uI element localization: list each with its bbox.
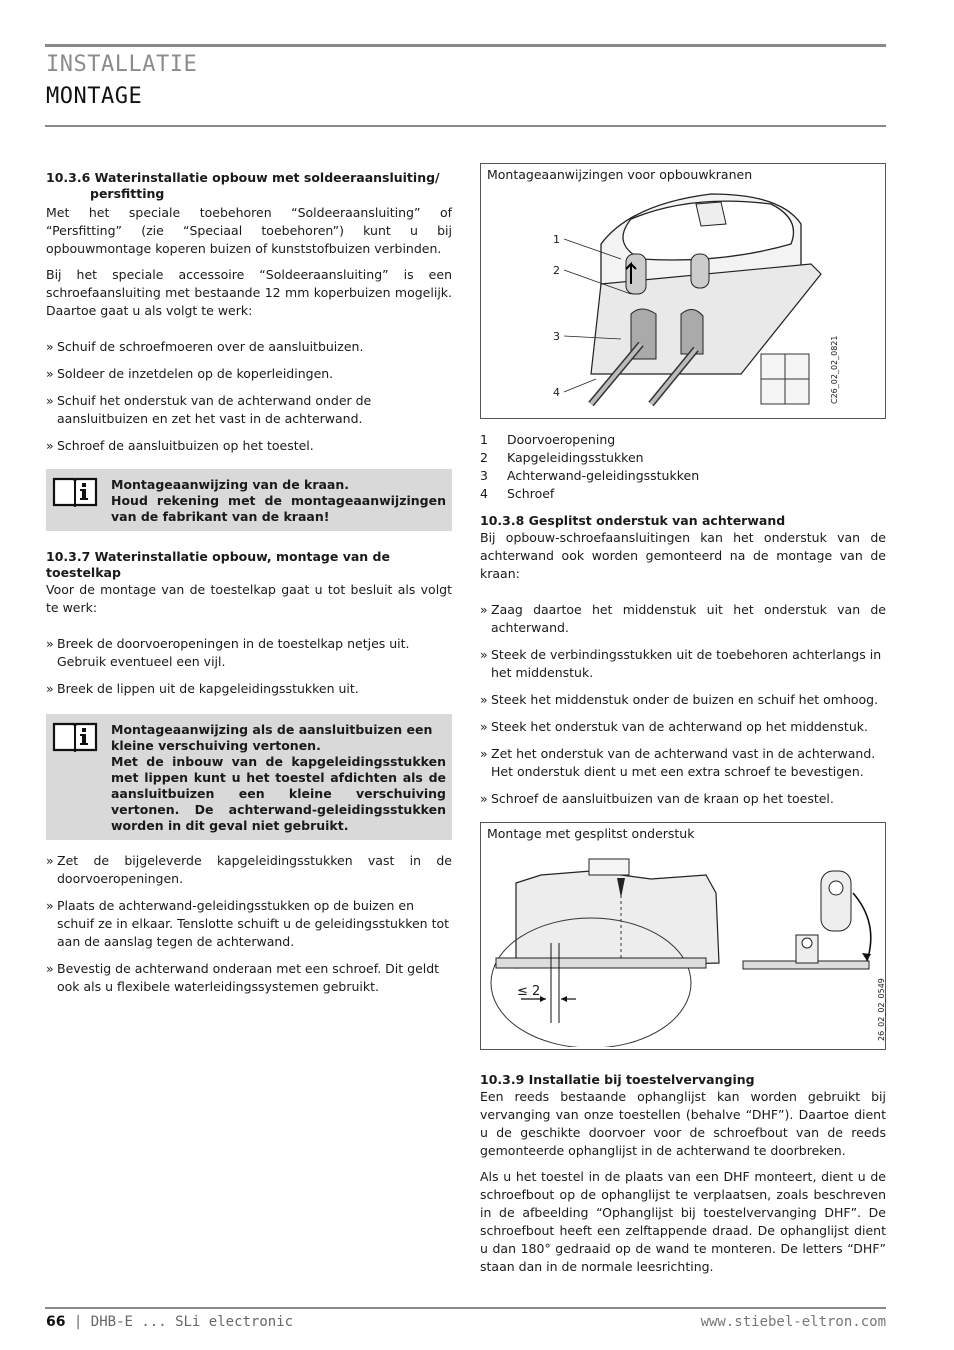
legend-label: Achterwand-geleidingsstukken: [507, 468, 700, 483]
legend-item: [480, 467, 886, 485]
heading-text: Gesplitst onderstuk van achterwand: [528, 513, 786, 528]
note-title: Montageaanwijzing van de kraan.: [111, 477, 350, 492]
heading-10-3-6: [46, 170, 452, 202]
list-item: » Breek de lippen uit de kapgeleidingsstukken uit.: [46, 680, 452, 698]
callout-1: 1: [553, 233, 560, 246]
left-column: [46, 170, 452, 996]
callout-3: 3: [553, 330, 560, 343]
chapter-title: INSTALLATIE: [46, 52, 198, 77]
figure-title: Montageaanwijzingen voor opbouwkranen: [487, 167, 753, 182]
heading-text-cont: persfitting: [90, 186, 165, 201]
manual-info-icon: [52, 720, 98, 752]
paragraph: Voor de montage van de toestelkap gaat u tot besluit als volgt te werk:: [46, 582, 452, 615]
heading-number: 10.3.9: [480, 1072, 525, 1087]
note-text: Met de inbouw van de kapgeleidingsstukken met lippen kunt u het toestel afdichten als de aansluitbuizen een kleine verschuiving vertonen. De achterwand-geleidingsstukken worden in dit geval niet gebruikt.: [111, 754, 446, 833]
header-rule: [45, 125, 886, 127]
legend-number: 2: [480, 450, 488, 465]
paragraph: Bij het speciale accessoire “Soldeeraansluiting” is een schroefaansluiting met bestaande 12 mm koperbuizen mogelijk. Daartoe gaat u als volgt te werk:: [46, 267, 452, 318]
split-base-illustration: [481, 823, 885, 1047]
figure-mounting-taps: [480, 163, 886, 419]
section-title: MONTAGE: [46, 84, 143, 109]
list-item: » Schuif de schroefmoeren over de aansluitbuizen.: [46, 338, 452, 356]
list-item: » Schroef de aansluitbuizen van de kraan op het toestel.: [480, 790, 886, 808]
list-item: » Soldeer de inzetdelen op de koperleidingen.: [46, 365, 452, 383]
legend: [480, 431, 886, 503]
footer-rule: [45, 1307, 886, 1309]
list-item: » Zet het onderstuk van de achterwand vast in de achterwand. Het onderstuk dient u met een extra schroef te bevestigen.: [480, 745, 886, 781]
heading-10-3-7: [46, 549, 452, 581]
paragraph: Bij opbouw-schroefaansluitingen kan het onderstuk van de achterwand ook worden gemonteerd na de montage van de kraan:: [480, 530, 886, 581]
heading-number: 10.3.7: [46, 549, 91, 564]
legend-number: 1: [480, 432, 488, 447]
legend-number: 4: [480, 486, 488, 501]
heading-number: 10.3.8: [480, 513, 525, 528]
list-item: » Schuif het onderstuk van de achterwand onder de aansluitbuizen en zet het vast in de achterwand.: [46, 392, 452, 428]
list-item: » Steek het middenstuk onder de buizen en schuif het omhoog.: [480, 691, 886, 709]
top-rule: [45, 44, 886, 47]
footer-url: www.stiebel-eltron.com: [700, 1314, 886, 1330]
figure-code: C26_02_02_0821: [830, 335, 839, 404]
product-name: DHB-E ... SLi electronic: [90, 1314, 294, 1330]
legend-item: [480, 449, 886, 467]
figure-split-base: [480, 822, 886, 1050]
info-note: [46, 714, 452, 840]
paragraph: Een reeds bestaande ophanglijst kan worden gebruikt bij vervanging van onze toestellen (behalve “DHF”). Daartoe dient u de geschikte doorvoer voor de schroefbout van de reeds gemonteerde ophanglijst in de achterwand te doorbreken.: [480, 1089, 886, 1158]
legend-item: [480, 485, 886, 503]
list-item: » Steek de verbindingsstukken uit de toebehoren achterlangs in het middenstuk.: [480, 646, 886, 682]
heading-text: Waterinstallatie opbouw, montage van de toestelkap: [46, 549, 390, 580]
manual-info-icon: [52, 475, 98, 507]
footer-left: [46, 1313, 293, 1331]
list-item: » Steek het onderstuk van de achterwand op het middenstuk.: [480, 718, 886, 736]
paragraph: Met het speciale toebehoren “Soldeeraansluiting” of “Persfitting” (zie “Speciaal toebehoren”) kunt u bij opbouwmontage koperen buizen of kunststofbuizen verbinden.: [46, 205, 452, 256]
device-illustration: [481, 164, 885, 416]
footer-separator: |: [65, 1314, 91, 1330]
figure-code: 26_02_02_0549: [877, 978, 886, 1041]
legend-label: Doorvoeropening: [507, 432, 616, 447]
legend-label: Kapgeleidingsstukken: [507, 450, 644, 465]
list-item: » Schroef de aansluitbuizen op het toestel.: [46, 437, 452, 455]
figure-title: Montage met gesplitst onderstuk: [487, 826, 695, 841]
legend-label: Schroef: [507, 486, 555, 501]
info-note: [46, 469, 452, 531]
list-item: » Bevestig de achterwand onderaan met een schroef. Dit geldt ook als u flexibele waterleidingssystemen gebruikt.: [46, 960, 452, 996]
right-column: [480, 163, 886, 1276]
note-title: Montageaanwijzing als de aansluitbuizen een kleine verschuiving vertonen.: [111, 722, 433, 753]
heading-text: Waterinstallatie opbouw met soldeeraansluiting/: [94, 170, 440, 185]
paragraph: Als u het toestel in de plaats van een DHF monteert, dient u de schroefbout op de ophanglijst te verplaatsen, zoals beschreven in de afbeelding “Ophanglijst bij toestelvervanging DHF”. De schroefbout heeft een zelftappende draad. De ophanglijst dient u dan 180° gedraaid op de wand te monteren. De letters “DHF” staan dan in de normale leesrichting.: [480, 1169, 886, 1274]
callout-4: 4: [553, 386, 560, 399]
heading-number: 10.3.6: [46, 170, 91, 185]
dimension-label: ≤ 2: [517, 984, 541, 999]
page-number: 66: [46, 1314, 66, 1330]
callout-2: 2: [553, 264, 560, 277]
list-item: » Breek de doorvoeropeningen in de toestelkap netjes uit. Gebruik eventueel een vijl.: [46, 635, 452, 671]
heading-10-3-8: [480, 513, 886, 529]
heading-10-3-9: [480, 1072, 886, 1088]
legend-item: [480, 431, 886, 449]
legend-number: 3: [480, 468, 488, 483]
list-item: » Zet de bijgeleverde kapgeleidingsstukken vast in de doorvoeropeningen.: [46, 852, 452, 888]
list-item: » Plaats de achterwand-geleidingsstukken op de buizen en schuif ze in elkaar. Tenslotte schuift u de geleidingsstukken tot aan de aanslag tegen de achterwand.: [46, 897, 452, 951]
list-item: » Zaag daartoe het middenstuk uit het onderstuk van de achterwand.: [480, 601, 886, 637]
heading-text: Installatie bij toestelvervanging: [528, 1072, 755, 1087]
note-text: Houd rekening met de montageaanwijzingen van de fabrikant van de kraan!: [111, 493, 446, 524]
